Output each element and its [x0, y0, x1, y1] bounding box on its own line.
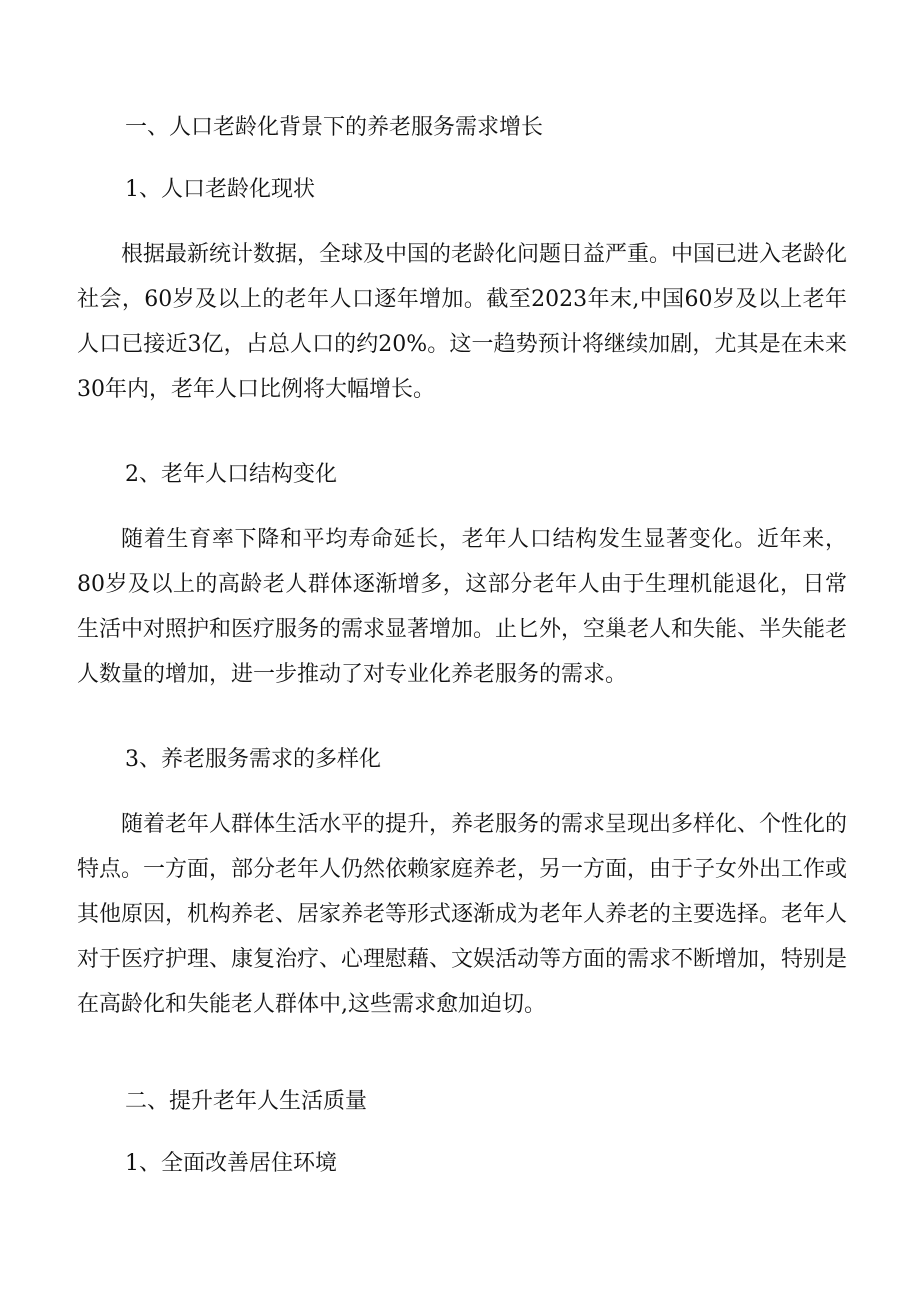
- subsection-heading-1-1: 1、人口老龄化现状: [125, 177, 315, 202]
- section-heading-1: 一、人口老龄化背景下的养老服务需求增长: [125, 115, 544, 140]
- subsection-heading-1-3: 3、养老服务需求的多样化: [125, 747, 381, 772]
- paragraph-population-structure: 随着生育率下降和平均寿命延长，老年人口结构发生显著变化。近年来，80岁及以上的高龄老人群体逐渐增多，这部分老年人由于生理机能退化，日常生活中对照护和医疗服务的需求显著增加。止匕外，空巢老人和失能、半失能老人数量的增加，进一步推动了对专业化养老服务的需求。: [77, 527, 848, 687]
- paragraph-aging-status: 根据最新统计数据，全球及中国的老龄化问题日益严重。中国已进入老龄化社会，60岁及以上的老年人口逐年增加。截至2023年末,中国60岁及以上老年人口已接近3亿，占总人口的约20%。这一趋势预计将继续加剧，尤其是在未来30年内，老年人口比例将大幅增长。: [77, 242, 848, 402]
- paragraph-service-diversity: 随着老年人群体生活水平的提升，养老服务的需求呈现出多样化、个性化的特点。一方面，部分老年人仍然依赖家庭养老，另一方面，由于子女外出工作或其他原因，机构养老、居家养老等形式逐渐成为老年人养老的主要选择。老年人对于医疗护理、康复治疗、心理慰藉、文娱活动等方面的需求不断增加，特别是在高龄化和失能老人群体中,这些需求愈加迫切。: [77, 812, 848, 1017]
- subsection-heading-2-1: 1、全面改善居住环境: [125, 1151, 337, 1176]
- section-heading-2: 二、提升老年人生活质量: [125, 1089, 368, 1114]
- subsection-heading-1-2: 2、老年人口结构变化: [125, 462, 337, 487]
